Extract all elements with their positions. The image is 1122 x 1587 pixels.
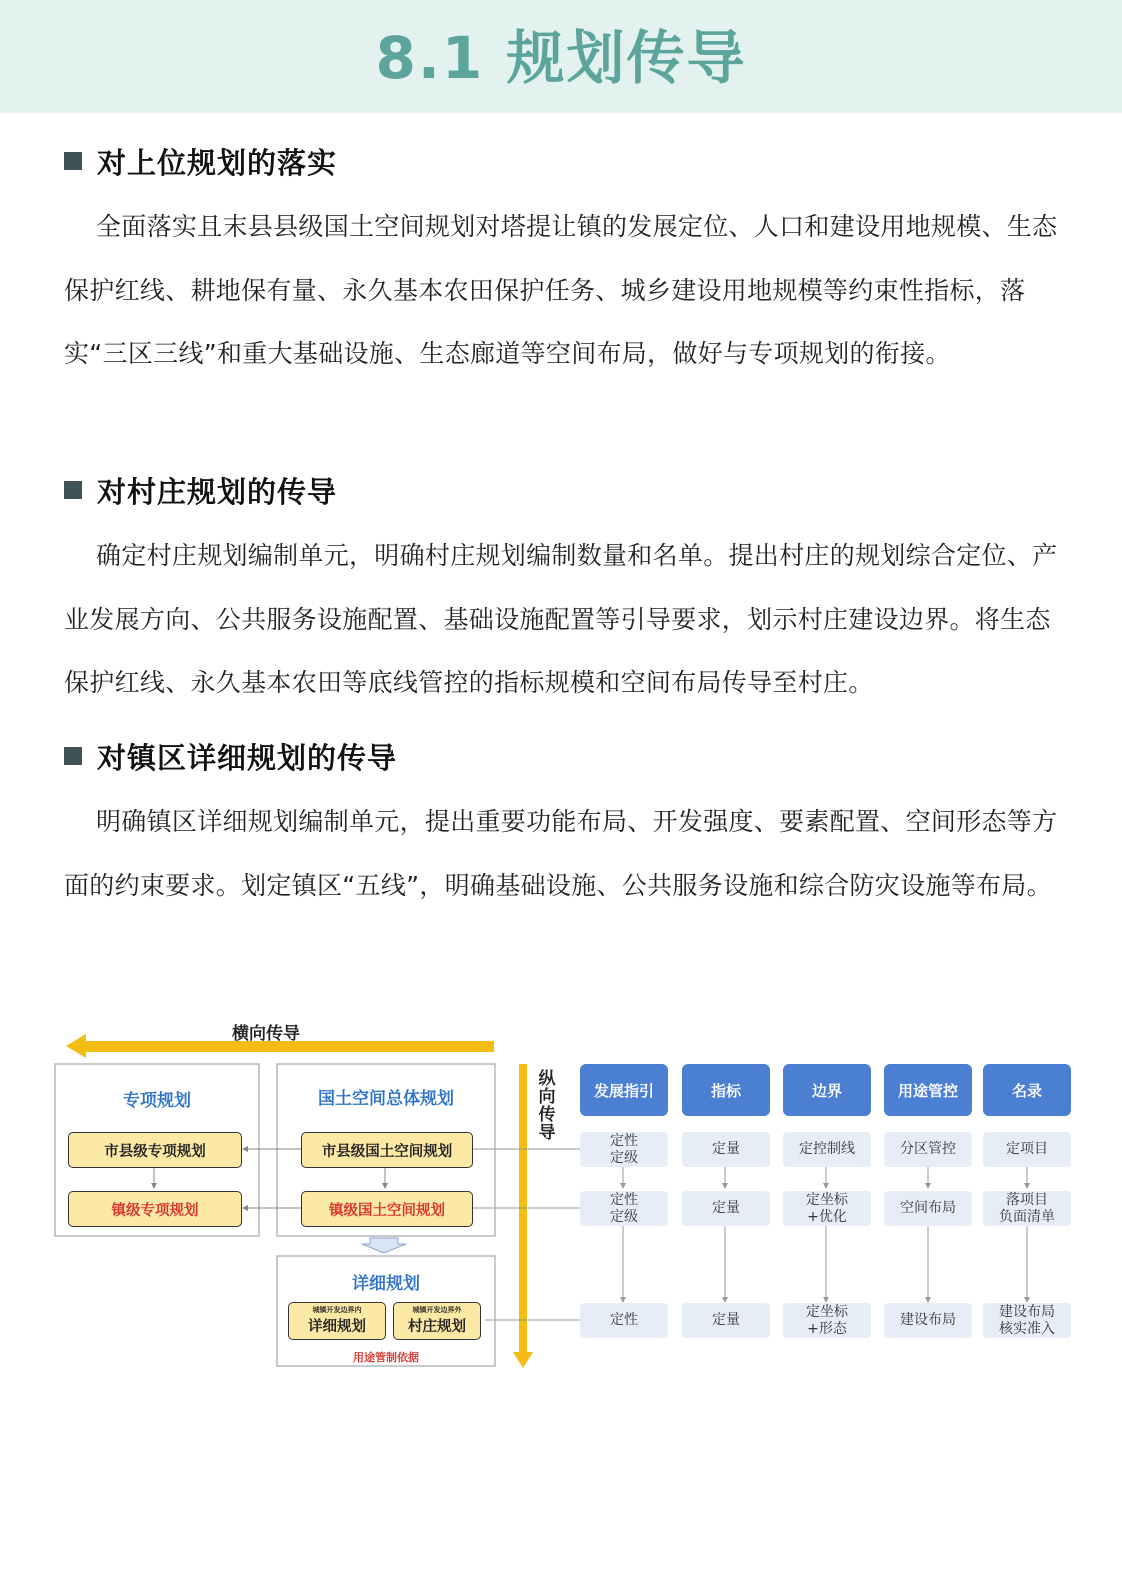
table-cell: 定性 xyxy=(580,1303,668,1338)
town-master-plan-box: 镇级国土空间规划 xyxy=(301,1191,473,1227)
section-heading xyxy=(64,470,1064,510)
county-special-plan-box: 市县级专项规划 xyxy=(68,1132,242,1168)
section-title: 对镇区详细规划的传导 xyxy=(97,740,398,775)
table-cell: 定坐标 +形态 xyxy=(783,1303,871,1338)
header-usage-control: 用途管控 xyxy=(884,1064,972,1116)
detail-plan-inner-box: 城镇开发边界内 详细规划 xyxy=(288,1302,386,1340)
master-plan-title: 国土空间总体规划 xyxy=(318,1089,454,1109)
section-heading xyxy=(64,736,1064,776)
table-cell: 分区管控 xyxy=(884,1132,972,1167)
section-title: 对上位规划的落实 xyxy=(97,145,338,180)
hollow-down-arrow xyxy=(362,1238,406,1253)
table-cell: 定量 xyxy=(682,1303,770,1338)
header-directory: 名录 xyxy=(983,1064,1071,1116)
plan-transmission-diagram xyxy=(52,1016,1082,1376)
vertical-transmission-label: 纵 向 传 导 xyxy=(538,1069,556,1143)
table-cell: 定坐标 +优化 xyxy=(783,1191,871,1226)
horizontal-transmission-label: 横向传导 xyxy=(232,1024,300,1044)
table-cell: 定量 xyxy=(682,1132,770,1167)
table-cell: 定控制线 xyxy=(783,1132,871,1167)
header-indicator: 指标 xyxy=(682,1064,770,1116)
table-cell: 建设布局 核实准入 xyxy=(983,1303,1071,1338)
detail-plan-title: 详细规划 xyxy=(352,1274,420,1294)
square-bullet-icon xyxy=(64,747,82,765)
vertical-arrow-shaft xyxy=(519,1064,527,1356)
table-cell: 定量 xyxy=(682,1191,770,1226)
header-development-guidance: 发展指引 xyxy=(580,1064,668,1116)
table-cell: 建设布局 xyxy=(884,1303,972,1338)
square-bullet-icon xyxy=(64,481,82,499)
square-bullet-icon xyxy=(64,152,82,170)
vertical-arrow-head xyxy=(513,1352,533,1368)
table-cell: 定项目 xyxy=(983,1132,1071,1167)
usage-control-basis-label: 用途管制依据 xyxy=(353,1351,419,1364)
section-upper-plan xyxy=(64,141,1064,386)
header-boundary: 边界 xyxy=(783,1064,871,1116)
section-body: 确定村庄规划编制单元，明确村庄规划编制数量和名单。提出村庄的规划综合定位、产业发展方向、公共服务设施配置、基础设施配置等引导要求，划示村庄建设边界。将生态保护红线、永久基本农田等底线管控的指标规模和空间布局传导至村庄。 xyxy=(64,541,1058,697)
special-plan-title: 专项规划 xyxy=(123,1091,191,1111)
page-title: 8.1 规划传导 xyxy=(375,24,747,92)
town-special-plan-box: 镇级专项规划 xyxy=(68,1191,242,1227)
village-plan-inner-box: 城镇开发边界外 村庄规划 xyxy=(393,1302,481,1340)
table-cell: 落项目 负面清单 xyxy=(983,1191,1071,1226)
table-cell: 定性 定级 xyxy=(580,1191,668,1226)
section-title: 对村庄规划的传导 xyxy=(97,474,338,509)
section-heading xyxy=(64,141,1064,181)
table-cell: 定性 定级 xyxy=(580,1132,668,1167)
section-body: 明确镇区详细规划编制单元，提出重要功能布局、开发强度、要素配置、空间形态等方面的约束要求。划定镇区“五线”，明确基础设施、公共服务设施和综合防灾设施等布局。 xyxy=(64,807,1058,900)
section-body: 全面落实且末县县级国土空间规划对塔提让镇的发展定位、人口和建设用地规模、生态保护红线、耕地保有量、永久基本农田保护任务、城乡建设用地规模等约束性指标，落实“三区三线”和重大基础设施、生态廊道等空间布局，做好与专项规划的衔接。 xyxy=(64,212,1058,368)
section-town-detail-plan xyxy=(64,736,1064,917)
table-cell: 空间布局 xyxy=(884,1191,972,1226)
horizontal-arrow-head xyxy=(66,1034,86,1058)
county-master-plan-box: 市县级国土空间规划 xyxy=(301,1132,473,1168)
section-village-plan xyxy=(64,470,1064,715)
